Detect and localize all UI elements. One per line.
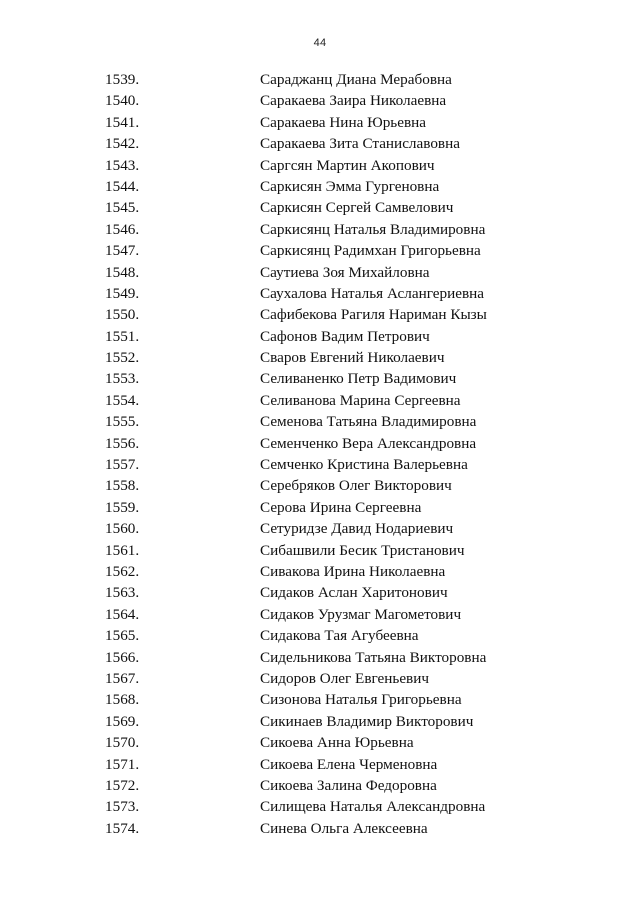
- list-item: [0, 604, 640, 625]
- list-item: [0, 818, 640, 839]
- name-list: [0, 69, 640, 839]
- entry-number: 1539.: [105, 71, 140, 88]
- entry-number: 1545.: [105, 199, 140, 217]
- entry-name: Сваров Евгений Николаевич: [260, 349, 445, 367]
- entry-name: Сикоева Елена Черменовна: [260, 755, 438, 773]
- entry-name: Саухалова Наталья Аслангериевна: [260, 284, 484, 302]
- list-item: [0, 219, 640, 240]
- entry-number: 1570.: [105, 734, 140, 752]
- entry-number: 1540.: [105, 92, 140, 110]
- entry-number: 1549.: [105, 284, 140, 302]
- entry-name: Саракаева Заира Николаевна: [260, 92, 447, 110]
- list-item: [0, 582, 640, 603]
- entry-name: Сафонов Вадим Петрович: [260, 327, 430, 345]
- entry-number: 1571.: [105, 755, 140, 773]
- entry-name: Саркисянц Наталья Владимировна: [260, 220, 486, 238]
- entry-number: 1561.: [105, 541, 140, 559]
- entry-name: Саркисян Сергей Самвелович: [260, 199, 454, 217]
- list-item: [0, 775, 640, 796]
- entry-name: Семенова Татьяна Владимировна: [260, 413, 477, 431]
- list-item: [0, 411, 640, 432]
- entry-number: 1574.: [105, 819, 140, 837]
- entry-number: 1565.: [105, 627, 140, 645]
- list-item: [0, 540, 640, 561]
- entry-name: Саракаева Нина Юрьевна: [260, 113, 427, 131]
- entry-name: Саракаева Зита Станиславовна: [260, 135, 460, 153]
- list-item: [0, 368, 640, 389]
- list-item: [0, 754, 640, 775]
- entry-number: 1543.: [105, 156, 140, 174]
- list-item: [0, 668, 640, 689]
- list-item: [0, 433, 640, 454]
- list-item: [0, 497, 640, 518]
- entry-name: Семченко Кристина Валерьевна: [260, 456, 468, 474]
- list-item: [0, 304, 640, 325]
- entry-name: Сидакова Тая Агубеевна: [260, 627, 419, 645]
- entry-number: 1572.: [105, 776, 140, 794]
- entry-name: Сетуридзе Давид Нодариевич: [260, 520, 454, 538]
- entry-number: 1541.: [105, 113, 140, 131]
- entry-number: 1546.: [105, 220, 140, 238]
- entry-name: Сидоров Олег Евгеньевич: [260, 669, 429, 687]
- entry-name: Сизонова Наталья Григорьевна: [260, 691, 462, 709]
- entry-name: Селиванова Марина Сергеевна: [260, 391, 461, 409]
- entry-number: 1567.: [105, 669, 140, 687]
- list-item: [0, 155, 640, 176]
- list-item: [0, 390, 640, 411]
- entry-name: Сидаков Урузмаг Магометович: [260, 605, 462, 623]
- list-item: [0, 561, 640, 582]
- entry-name: Сикинаев Владимир Викторович: [260, 712, 474, 730]
- list-item: [0, 475, 640, 496]
- list-item: [0, 454, 640, 475]
- entry-number: 1555.: [105, 413, 140, 431]
- entry-name: Сараджанц Диана Мерабовна: [260, 71, 452, 88]
- list-item: [0, 326, 640, 347]
- list-item: [0, 796, 640, 817]
- entry-name: Селиваненко Петр Вадимович: [260, 370, 457, 388]
- entry-number: 1554.: [105, 391, 140, 409]
- list-item: [0, 112, 640, 133]
- page-number: 44: [313, 37, 327, 49]
- list-item: [0, 711, 640, 732]
- list-item: [0, 689, 640, 710]
- entry-name: Серова Ирина Сергеевна: [260, 498, 422, 516]
- entry-number: 1547.: [105, 242, 140, 260]
- entry-number: 1542.: [105, 135, 140, 153]
- entry-name: Сикоева Залина Федоровна: [260, 776, 437, 794]
- list-item: [0, 69, 640, 90]
- entry-number: 1551.: [105, 327, 140, 345]
- entry-number: 1564.: [105, 605, 140, 623]
- list-item: [0, 240, 640, 261]
- entry-number: 1552.: [105, 349, 140, 367]
- entry-number: 1560.: [105, 520, 140, 538]
- entry-number: 1569.: [105, 712, 140, 730]
- entry-number: 1553.: [105, 370, 140, 388]
- entry-name: Саркисянц Радимхан Григорьевна: [260, 242, 481, 260]
- entry-number: 1548.: [105, 263, 140, 281]
- list-item: [0, 197, 640, 218]
- entry-name: Серебряков Олег Викторович: [260, 477, 452, 495]
- entry-number: 1550.: [105, 306, 140, 324]
- entry-name: Сибашвили Бесик Тристанович: [260, 541, 465, 559]
- list-item: [0, 176, 640, 197]
- entry-name: Саркисян Эмма Гургеновна: [260, 177, 440, 195]
- list-item: [0, 732, 640, 753]
- entry-number: 1544.: [105, 177, 140, 195]
- list-item: [0, 518, 640, 539]
- entry-name: Семенченко Вера Александровна: [260, 434, 477, 452]
- entry-name: Сикоева Анна Юрьевна: [260, 734, 414, 752]
- list-item: [0, 647, 640, 668]
- list-item: [0, 133, 640, 154]
- entry-name: Саргсян Мартин Акопович: [260, 156, 435, 174]
- entry-number: 1573.: [105, 798, 140, 816]
- list-item: [0, 283, 640, 304]
- list-item: [0, 347, 640, 368]
- entry-number: 1557.: [105, 456, 140, 474]
- entry-name: Синева Ольга Алексеевна: [260, 819, 428, 837]
- entry-number: 1556.: [105, 434, 140, 452]
- entry-number: 1563.: [105, 584, 140, 602]
- list-item: [0, 90, 640, 111]
- list-item: [0, 262, 640, 283]
- entry-number: 1566.: [105, 648, 140, 666]
- list-item: [0, 625, 640, 646]
- entry-number: 1559.: [105, 498, 140, 516]
- entry-number: 1568.: [105, 691, 140, 709]
- entry-name: Сафибекова Рагиля Нариман Кызы: [260, 306, 487, 324]
- entry-name: Силищева Наталья Александровна: [260, 798, 486, 816]
- entry-name: Сидаков Аслан Харитонович: [260, 584, 448, 602]
- entry-name: Сивакова Ирина Николаевна: [260, 562, 446, 580]
- entry-name: Саутиева Зоя Михайловна: [260, 263, 430, 281]
- entry-name: Сидельникова Татьяна Викторовна: [260, 648, 487, 666]
- entry-number: 1558.: [105, 477, 140, 495]
- entry-number: 1562.: [105, 562, 140, 580]
